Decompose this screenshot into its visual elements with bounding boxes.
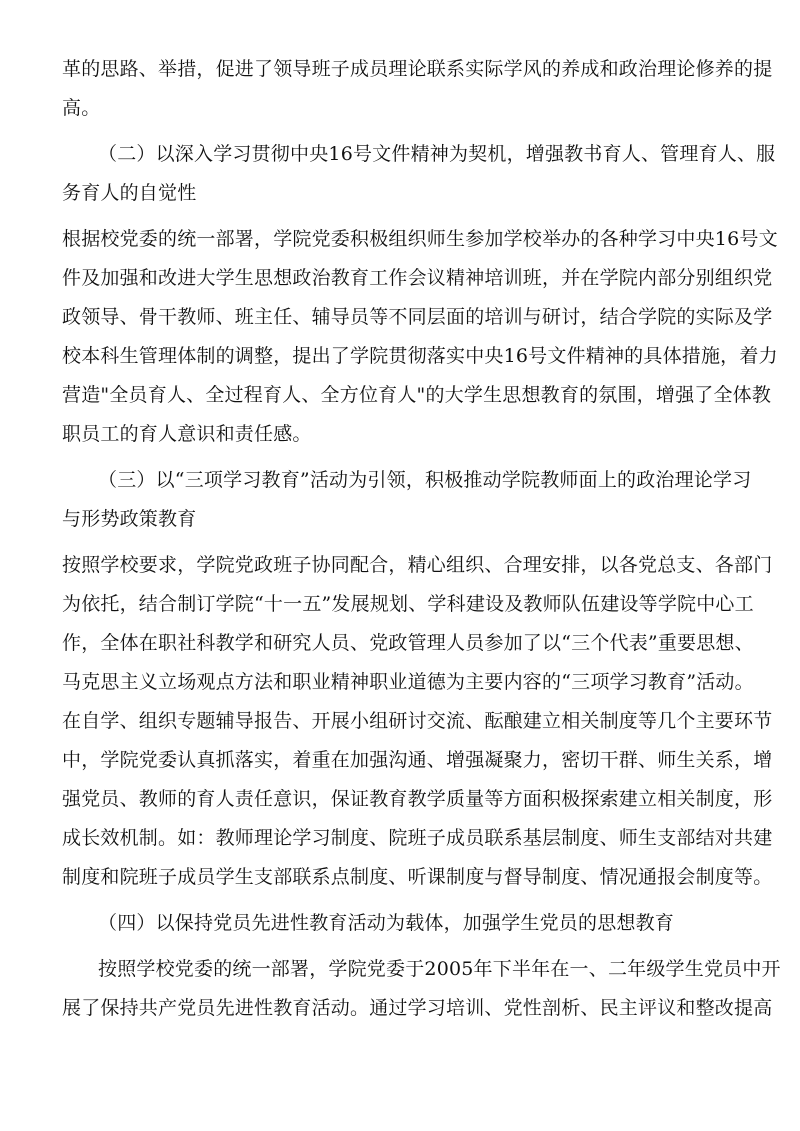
paragraph-line: 校本科生管理体制的调整，提出了学院贯彻落实中央16号文件精神的具体措施，着力: [62, 345, 778, 367]
section-heading: （二）以深入学习贯彻中央16号文件精神为契机，增强教书育人、管理育人、服: [98, 143, 776, 165]
paragraph-line: 马克思主义立场观点方法和职业精神职业道德为主要内容的“三项学习教育”活动。: [62, 671, 754, 693]
paragraph-line: 营造"全员育人、全过程育人、全方位育人"的大学生思想教育的氛围，增强了全体教: [62, 384, 772, 406]
section-heading: 与形势政策教育: [62, 508, 197, 530]
paragraph-line: 在自学、组织专题辅导报告、开展小组研讨交流、酝酿建立相关制度等几个主要环节: [62, 710, 773, 732]
paragraph-line: 制度和院班子成员学生支部联系点制度、听课制度与督导制度、情况通报会制度等。: [62, 866, 773, 888]
paragraph-line: 革的思路、举措，促进了领导班子成员理论联系实际学风的养成和政治理论修养的提: [62, 58, 773, 80]
paragraph-line: 成长效机制。如：教师理论学习制度、院班子成员联系基层制度、师生支部结对共建: [62, 827, 773, 849]
section-heading: （三）以“三项学习教育”活动为引领，积极推动学院教师面上的政治理论学习: [98, 469, 752, 491]
paragraph-line: 高。: [62, 97, 101, 119]
paragraph-line: 件及加强和改进大学生思想政治教育工作会议精神培训班，并在学院内部分别组织党: [62, 267, 773, 289]
section-heading: （四）以保持党员先进性教育活动为载体，加强学生党员的思想教育: [98, 912, 675, 934]
paragraph-line: 为依托，结合制订学院“十一五”发展规划、学科建设及教师队伍建设等学院中心工: [62, 593, 754, 615]
paragraph-line: 根据校党委的统一部署，学院党委积极组织师生参加学校举办的各种学习中央16号文: [62, 228, 778, 250]
paragraph-line: 按照学校要求，学院党政班子协同配合，精心组织、合理安排，以各党总支、各部门: [62, 554, 773, 576]
paragraph-line: 职员工的育人意识和责任感。: [62, 423, 312, 445]
paragraph-line: 中，学院党委认真抓落实，着重在加强沟通、增强凝聚力，密切干群、师生关系，增: [62, 749, 773, 771]
paragraph-line: 作，全体在职社科教学和研究人员、党政管理人员参加了以“三个代表”重要思想、: [62, 632, 754, 654]
paragraph-line: 强党员、教师的育人责任意识，保证教育教学质量等方面积极探索建立相关制度，形: [62, 788, 773, 810]
paragraph-line: 按照学校党委的统一部署，学院党委于2005年下半年在一、二年级学生党员中开: [98, 958, 781, 980]
paragraph-line: 政领导、骨干教师、班主任、辅导员等不同层面的培训与研讨，结合学院的实际及学: [62, 306, 773, 328]
section-heading: 务育人的自觉性: [62, 182, 197, 204]
paragraph-line: 展了保持共产党员先进性教育活动。通过学习培训、党性剖析、民主评议和整改提高: [62, 997, 773, 1019]
